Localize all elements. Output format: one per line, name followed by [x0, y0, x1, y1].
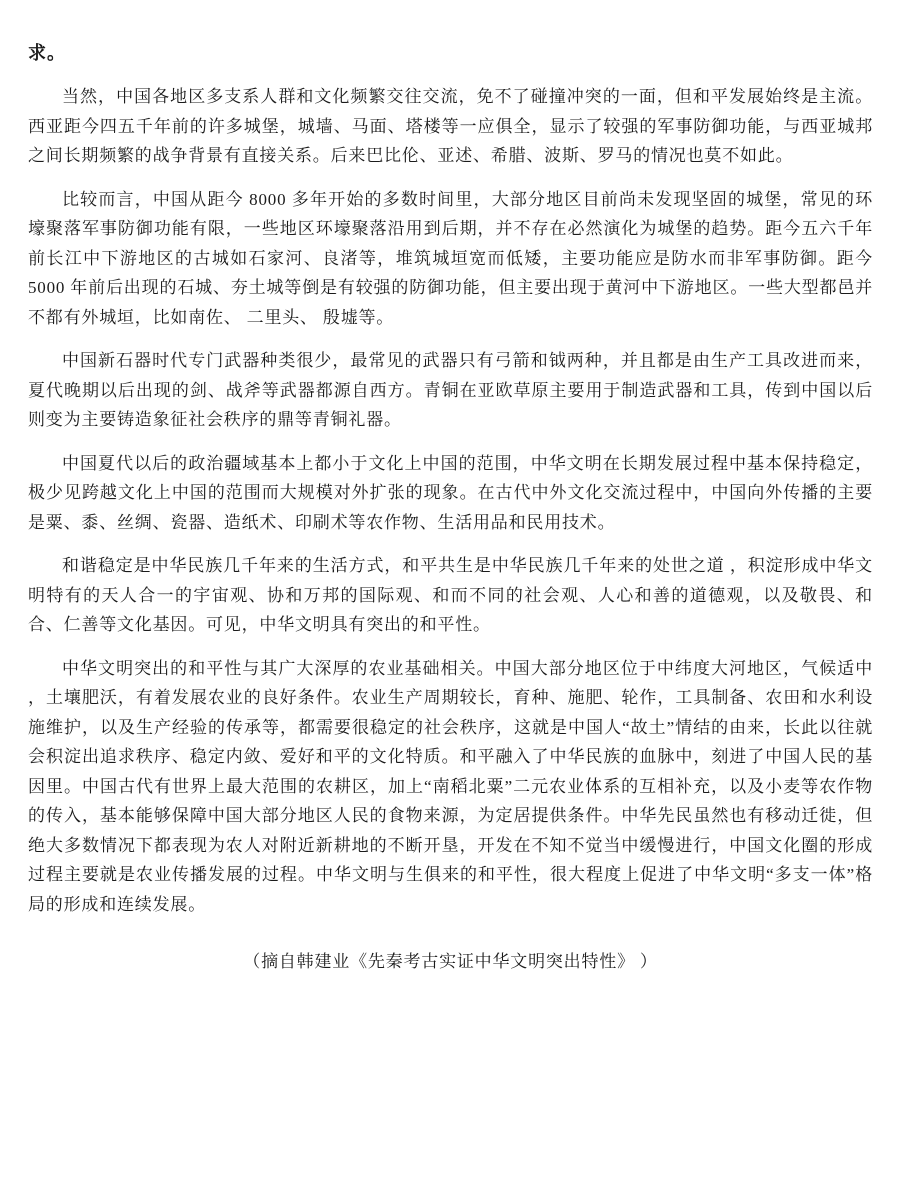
- paragraph: 当然，中国各地区多支系人群和文化频繁交往交流，免不了碰撞冲突的一面，但和平发展始终是主流。西亚距今四五千年前的许多城堡，城墙、马面、塔楼等一应俱全，显示了较强的军事防御功能，与西亚城邦之间长期频繁的战争背景有直接关系。后来巴比伦、亚述、希腊、波斯、罗马的情况也莫不如此。: [28, 87, 873, 165]
- source-citation: （摘自韩建业《先秦考古实证中华文明突出特性》 ）: [243, 952, 658, 971]
- paragraph-continuation-fragment: 求。: [28, 43, 66, 63]
- paragraph: 中华文明突出的和平性与其广大深厚的农业基础相关。中国大部分地区位于中纬度大河地区，气候适中 ，土壤肥沃，有着发展农业的良好条件。农业生产周期较长，育种、施肥、轮作，工具制备、农田和水利设施维护，以及生产经验的传承等，都需要很稳定的社会秩序，这就是中国人“故土”情结的由来，长此以往就会积淀出追求秩序、稳定内敛、爱好和平的文化特质。和平融入了中华民族的血脉中，刻进了中国人民的基因里。中国古代有世界上最大范围的农耕区，加上“南稻北粟”二元农业体系的互相补充，以及小麦等农作物的传入，基本能够保障中国大部分地区人民的食物来源，为定居提供条件。中华先民虽然也有移动迁徙，但绝大多数情况下都表现为农人对附近新耕地的不断开垦，开发在不知不觉当中缓慢进行，中国文化圈的形成过程主要就是农业传播发展的过程。中华文明与生俱来的和平性，很大程度上促进了中华文明“多支一体”格局的形成和连续发展。: [28, 658, 873, 914]
- paragraph: 比较而言，中国从距今 8000 多年开始的多数时间里，大部分地区目前尚未发现坚固的城堡，常见的环壕聚落军事防御功能有限，一些地区环壕聚落沿用到后期，并不存在必然演化为城堡的趋势。距今五六千年前长江中下游地区的古城如石家河、良渚等，堆筑城垣宽而低矮，主要功能应是防水而非军事防御。距今 5000 年前后出现的石城、夯土城等倒是有较强的防御功能，但主要出现于黄河中下游地区。一些大型都邑并不都有外城垣，比如南佐、 二里头、 殷墟等。: [28, 189, 873, 327]
- paragraph: 中国新石器时代专门武器种类很少，最常见的武器只有弓箭和钺两种，并且都是由生产工具改进而来，夏代晚期以后出现的剑、战斧等武器都源自西方。青铜在亚欧草原主要用于制造武器和工具，传到中国以后则变为主要铸造象征社会秩序的鼎等青铜礼器。: [28, 351, 873, 429]
- paragraph: 和谐稳定是中华民族几千年来的生活方式，和平共生是中华民族几千年来的处世之道 ，积淀形成中华文明特有的天人合一的宇宙观、协和万邦的国际观、和而不同的社会观、人心和善的道德观，以及敬畏、和合、仁善等文化基因。可见，中华文明具有突出的和平性。: [28, 556, 873, 634]
- paragraph: 中国夏代以后的政治疆域基本上都小于文化上中国的范围，中华文明在长期发展过程中基本保持稳定，极少见跨越文化上中国的范围而大规模对外扩张的现象。在古代中外文化交流过程中，中国向外传播的主要是粟、黍、丝绸、瓷器、造纸术、印刷术等农作物、生活用品和民用技术。: [28, 453, 873, 532]
